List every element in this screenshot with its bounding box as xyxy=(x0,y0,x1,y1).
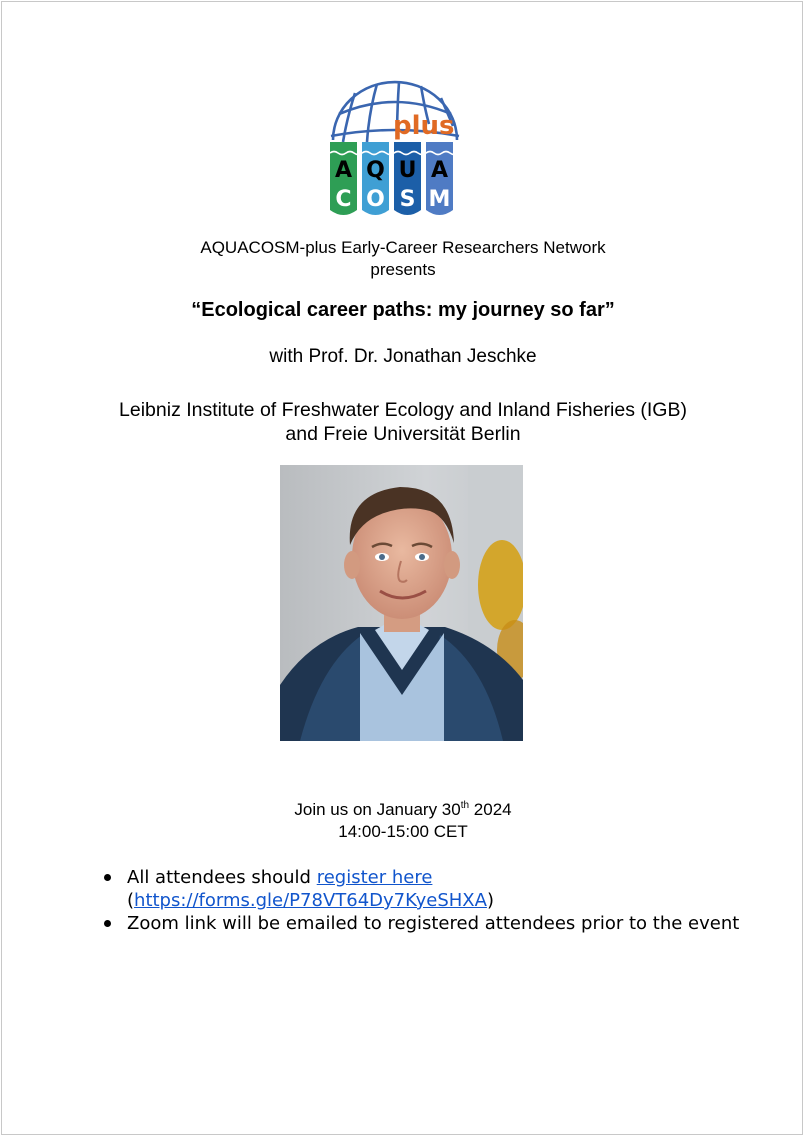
event-date-year: 2024 xyxy=(469,800,512,819)
logo-letter-c: C xyxy=(335,187,352,212)
bullet-icon xyxy=(104,920,111,927)
open-paren: ( xyxy=(127,890,135,911)
logo-letter-a2: A xyxy=(430,158,449,183)
logo-letter-s: S xyxy=(399,187,416,212)
event-date-sup: th xyxy=(460,800,470,811)
event-date-prefix: Join us on January 30 xyxy=(294,800,461,819)
org-heading xyxy=(0,237,806,281)
zoom-info-text: Zoom link will be emailed to registered attendees prior to the event xyxy=(127,913,740,934)
list-item xyxy=(100,912,740,935)
form-url-link[interactable]: https://forms.gle/P78VT64Dy7KyeSHXA xyxy=(134,890,487,911)
list-item xyxy=(100,866,740,912)
register-link[interactable]: register here xyxy=(316,867,433,888)
org-line: AQUACOSM-plus Early-Career Researchers Network xyxy=(200,238,606,257)
speaker-line: with Prof. Dr. Jonathan Jeschke xyxy=(269,346,537,367)
talk-title: “Ecological career paths: my journey so far” xyxy=(191,299,615,321)
institution-block xyxy=(0,398,806,446)
presents-line: presents xyxy=(370,260,436,279)
logo-letter-q: Q xyxy=(366,158,385,183)
logo-plus-text: plus xyxy=(393,111,455,141)
logo-letter-a1: A xyxy=(334,158,353,183)
close-paren: ) xyxy=(486,890,494,911)
register-text: All attendees should xyxy=(127,867,317,888)
event-datetime xyxy=(0,799,806,843)
institution-line-2: and Freie Universität Berlin xyxy=(285,423,521,445)
aquacosm-plus-logo xyxy=(325,78,465,220)
bullet-icon xyxy=(104,874,111,881)
event-time: 14:00-15:00 CET xyxy=(338,822,468,841)
speaker-photo xyxy=(280,465,523,741)
info-bullets xyxy=(100,866,740,935)
logo-letter-o: O xyxy=(366,187,385,212)
logo-letter-u: U xyxy=(398,158,417,183)
logo-letter-m: M xyxy=(428,187,451,212)
event-date xyxy=(0,799,806,821)
institution-line-1: Leibniz Institute of Freshwater Ecology and Inland Fisheries (IGB) xyxy=(119,399,687,421)
